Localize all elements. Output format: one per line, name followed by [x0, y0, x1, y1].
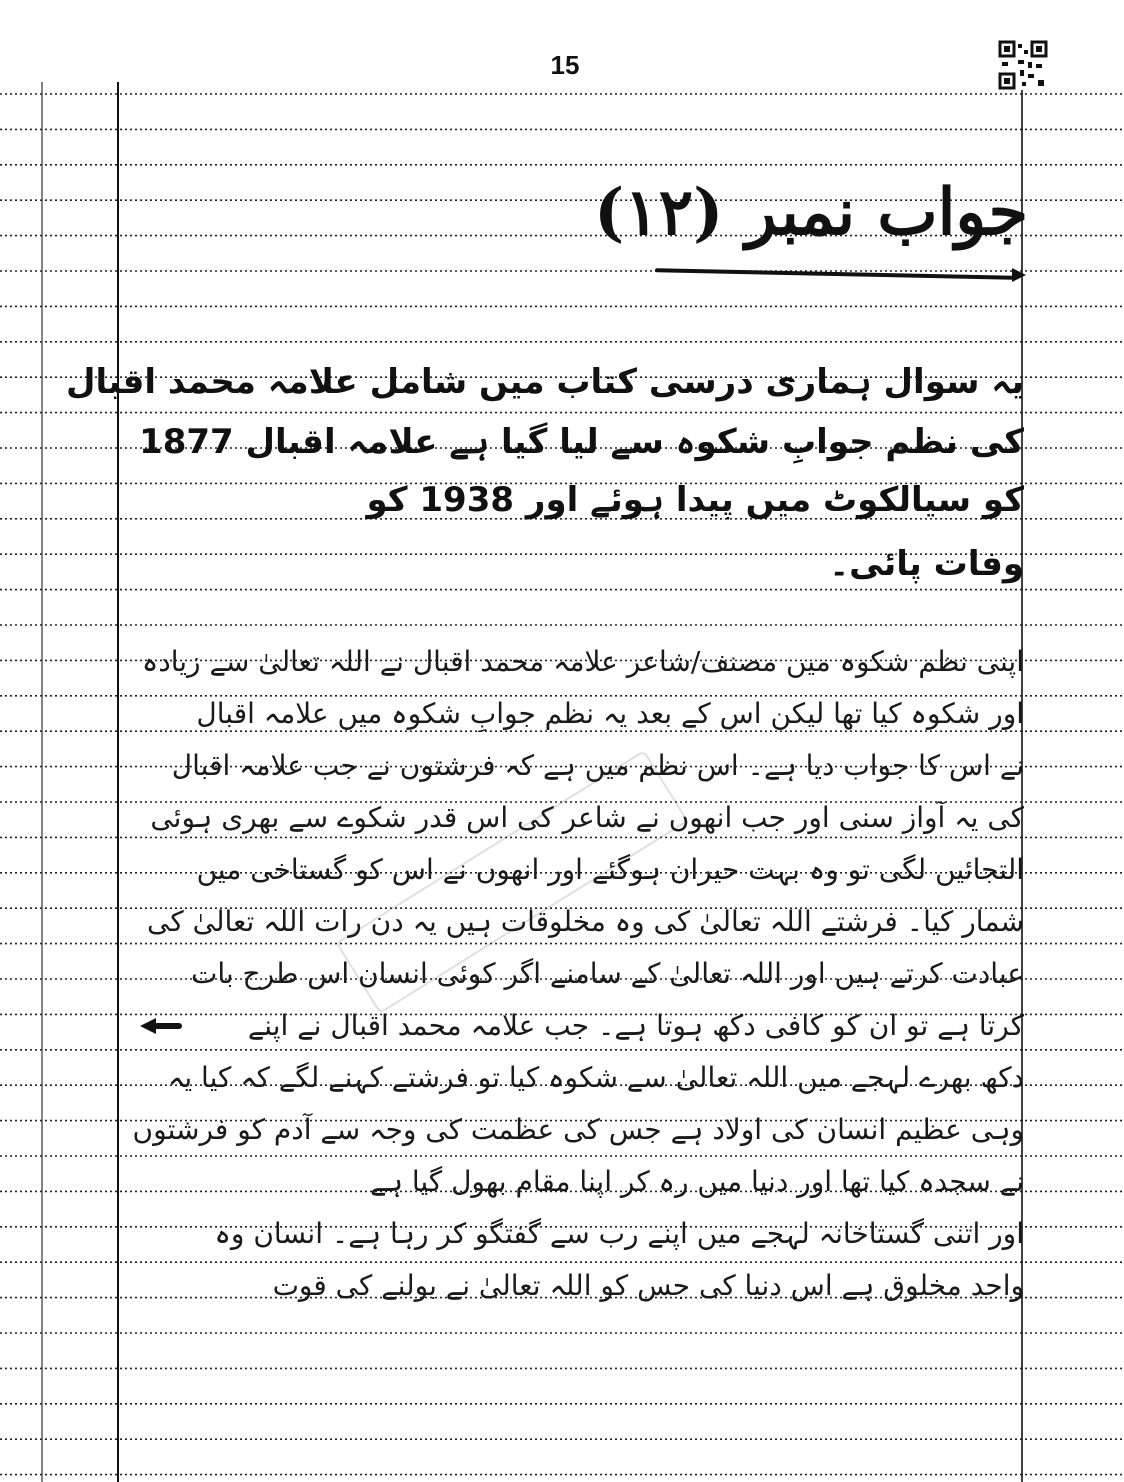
- body-line-13: واحد مخلوق ہے اس دنیا کی جس کو اللہ تعالیٰ نے بولنے کی قوت: [272, 1269, 1024, 1302]
- margin-arrow-stroke: [154, 1023, 182, 1029]
- intro-line-3: کو سیالکوٹ میں پیدا ہوئے اور 1938 کو: [366, 480, 1024, 520]
- body-line-10: وہی عظیم انسان کی اولاد ہے جس کی عظمت کی وجہ سے آدم کو فرشتوں: [132, 1113, 1024, 1146]
- body-line-11: نے سجدہ کیا تھا اور دنیا میں رہ کر اپنا مقام بھول گیا ہے: [370, 1165, 1024, 1198]
- qr-code-icon: [998, 40, 1048, 90]
- body-line-7: عبادت کرتے ہیں اور اللہ تعالیٰ کے سامنے اگر کوئی انسان اس طرح بات: [190, 957, 1024, 990]
- intro-line-2: کی نظم جوابِ شکوہ سے لیا گیا ہے علامہ اقبال 1877: [139, 422, 1024, 462]
- body-line-6: شمار کیا۔ فرشتے اللہ تعالیٰ کی وہ مخلوقات ہیں یہ دن رات اللہ تعالیٰ کی: [147, 905, 1024, 938]
- intro-line-1: یہ سوال ہماری درسی کتاب میں شامل علامہ محمد اقبال: [66, 362, 1024, 402]
- answer-heading: جواب نمبر (۱۲): [594, 175, 1028, 250]
- arrow-icon: [1012, 268, 1026, 282]
- intro-line-4: وفات پائی۔: [829, 544, 1024, 584]
- body-line-4: کی یہ آواز سنی اور جب انھوں نے شاعر کی اس قدر شکوے سے بھری ہوئی: [150, 801, 1024, 834]
- page-number: 15: [550, 50, 580, 80]
- body-line-12: اور اتنی گستاخانہ لہجے میں اپنے رب سے گفتگو کر رہا ہے۔ انسان وہ: [214, 1217, 1024, 1250]
- body-line-8: کرتا ہے تو ان کو کافی دکھ ہوتا ہے۔ جب علامہ محمد اقبال نے اپنے: [247, 1009, 1024, 1042]
- body-line-2: اور شکوہ کیا تھا لیکن اس کے بعد یہ نظم جوابِ شکوہ میں علامہ اقبال: [196, 697, 1024, 730]
- body-line-1: اپنی نظم شکوہ میں مصنف/شاعر علامہ محمد اقبال نے اللہ تعالیٰ سے زیادہ: [141, 645, 1024, 678]
- body-line-3: نے اس کا جواب دیا ہے۔ اس نظم میں ہے کہ فرشتوں نے جب علامہ اقبال: [171, 749, 1024, 782]
- body-line-5: التجائیں لگی تو وہ بہت حیران ہوگئے اور انھوں نے اس کو گستاخی میں: [196, 853, 1024, 886]
- body-line-9: دکھ بھرے لہجے میں اللہ تعالیٰ سے شکوہ کیا تو فرشتے کہنے لگے کہ کیا یہ: [167, 1061, 1024, 1094]
